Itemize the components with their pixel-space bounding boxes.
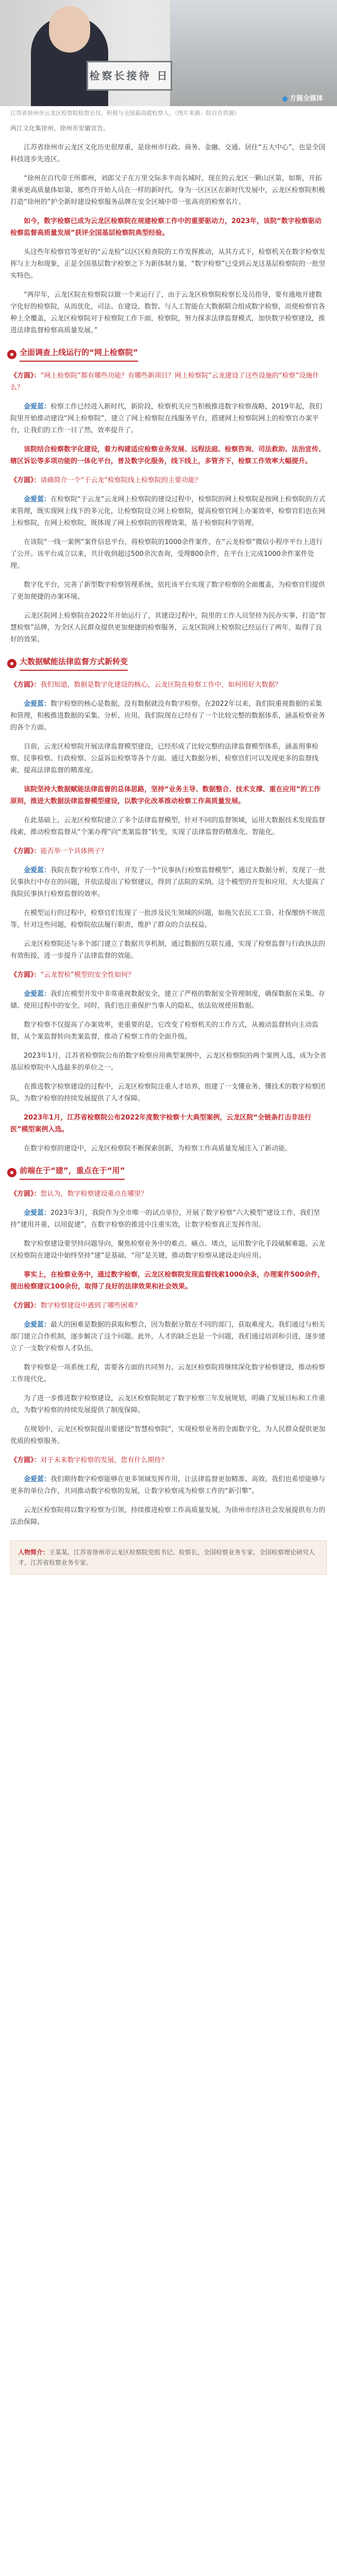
section-title-text: 大数据赋能法律监督方式新转变: [20, 656, 128, 671]
highlight-paragraph: 2023年1月，江苏省检察院公布2022年度数字检察十大典型案例，云龙区院“全链条打击非法行医”模型案例入选。: [10, 1114, 311, 1133]
body-paragraph: 在该院“一线一案例”案件信息平台，将检察院的1000余件案件，在“云龙检察”微信小程序平台上进行了公开。该平台成立以来，共计收到超过500余次查询，受理800余件，在平台上完成1000余件案件处理。: [10, 538, 323, 570]
desk-sign: [87, 61, 172, 91]
section-title-text: 全面调查上线运行的“网上检察院”: [20, 347, 138, 362]
body-paragraph: 云龙区院网上检察院在2022年开始运行了，其建设过程中，院里的工作人员坚持为民办实事，打造“智慧检察”品牌，为全区人民群众提供更加便捷的检察服务，云龙区院网上检察院已经运行了两年，取得了良好的效果。: [10, 612, 326, 643]
question: 《方圆》：能否举一个具体例子？: [10, 848, 108, 855]
highlight-paragraph: 该院结合检察数字化建设，着力构建适应检察业务发展、远程法庭、检察咨询、司法救助、法治宣传、辖区诉讼等多项功能的一体化平台，普及数字化服务，线下线上，多管齐下，检察工作效率大幅提升。: [10, 446, 326, 465]
intro-paragraph: 头这些年检察官等更好的“云龙检”以区区检查院的工作发挥推动，从其方式下，检察机关在数字检察发挥与主力和现象，正是全国基层数字检察之下为新体制力量，“数字检察”已受到云龙这基层检察院的一批坚实特色。: [10, 248, 326, 280]
answer: 金爱蓝：最大的困难是数据的获取和整合，因为数据分散在不同的部门，获取难度大。我们通过与相关部门建立合作机制，逐步解决了这个问题。此外，人才的缺乏也是一个问题，我们通过培训和引进，逐步建立了一支数字检察人才队伍。: [10, 1321, 326, 1352]
question: 《方圆》：您认为，数字检察建设重点在哪里？: [10, 1190, 148, 1198]
author-bio-box: [10, 1540, 327, 1574]
prosecutor-face: [49, 6, 90, 53]
answer: 金爱蓝：检察工作已经进入新时代，新阶段，检察机关应当积极推进数字检察战略，2019年起，我们院里开始推动建设“网上检察院”，建立了网上检察院在线服务平台，搭建网上检察院网上的检察官办案平台，让我们的工作一目了然，效率提升了。: [10, 403, 323, 434]
answer: 金爱蓝：我们在模型开发中非常重视数据安全，建立了严格的数据安全管理制度，确保数据在采集、存储、使用过程中的安全。同时，我们也注重保护当事人的隐私，依法依规使用数据。: [10, 990, 326, 1010]
body-paragraph: 在数字检察的建设中，云龙区检察院不断探索创新，为检察工作高质量发展注入了新动能。: [24, 1145, 292, 1153]
body-paragraph: 数字检察是一项系统工程，需要各方面的共同努力。云龙区检察院将继续深化数字检察建设，推动检察工作现代化。: [10, 1364, 326, 1383]
logo-icon: [282, 96, 288, 101]
answer: 金爱蓝：在检察院“于云龙”云龙网上检察院的建设过程中，检察院的网上检察院是按网上检察院的方式来管理，既实现网上线下的多元化，让检察院设立网上检察院，提高检察官网上办案效率，检察官们也在网上检察院，在网上检察院，既体现了网上检察院的管理效果，基于检察院科学管理。: [10, 496, 326, 527]
intro-highlight: 如今，数字检察已成为云龙区检察院在规建检察工作中的重要驱动力，2023年，该院“数字检察驱动检察监督高质量发展”获评全国基层检察院典型经验。: [10, 217, 322, 237]
section-dot-icon: [7, 350, 16, 359]
question: 《方圆》：请确简介一个“于云龙”检察院线上检察院的主要功能？: [10, 477, 201, 484]
body-paragraph: 在模型运行的过程中，检察官们发现了一批涉及民生领域的问题，如拖欠农民工工资、社保缴纳不规范等，针对这些问题，检察院依法履行职责，维护了群众的合法权益。: [10, 909, 326, 929]
answer: 金爱蓝：我院在数字检察工作中，开发了一个“民事执行检察监督模型”，通过大数据分析，发现了一批民事执行中存在的问题，并依法提出了检察建议，得到了法院的采纳。这个模型的开发和应用，大大提高了我院民事执行检察监督的效率。: [10, 867, 326, 898]
article-body: [0, 123, 337, 1528]
intro-paragraph: “徐州在百代帝王所都州，刘郎父子在万里交际多半而名城时。现在的云龙区一颗山区第，如斯，开拓秉承更高质量体如第，那些许开始人员在一样的新时代。身为一区区区在新时代发展中，云龙区检察院积极打造“徐州的”护全新时建设检察服务品牌在安全区城中带一张高亮的检察名片。: [10, 175, 326, 206]
question: 《方圆》：“网上检察院”都有哪些功能？有哪些新项目？网上检察院”云龙建设了这些设施的“检察”设施什么？: [10, 372, 319, 392]
window-background: [170, 0, 337, 106]
bio-label: 人物简介：: [18, 1549, 49, 1556]
body-paragraph: 在推进数字检察建设的过程中，云龙区检察院注重人才培养，组建了一支懂业务、懂技术的数字检察团队，为数字检察的持续发展提供了人才保障。: [10, 1083, 326, 1103]
desk-sign-text: 检察长接待 日: [89, 70, 170, 82]
body-paragraph: 目前，云龙区检察院开展法律监督模型建设，已经形成了比较完整的法律监督模型体系，涵盖刑事检察、民事检察、行政检察、公益诉讼检察等各个方面。通过大数据分析，检察官们可以发现更多的监督线索，提高法律监督的精准度。: [10, 743, 319, 774]
question: 《方圆》：我们知道，数据是数字化建设的核心，云龙区院在检察工作中，如何用好大数据？: [10, 681, 282, 689]
intro-paragraph: “两岸年，云龙区院在检察院以做一个来运行了，由于云龙区检察院检察长及员指导，要有通地开建数字化好的检察院，从而优化，司法、在建设、数智、与人工智能在大数据联合组成数字检察，而使检察官各种上全覆盖，云龙区检察院对于检察院工作下面，检察院，努力探求法律监督模式，加快数字检察建设，推进法律监督检察高质量发展。”: [10, 291, 326, 334]
media-logo: [282, 93, 323, 103]
highlight-paragraph: 该院坚持大数据赋能法律监督的总体思路，坚持“业务主导、数据整合、技术支撑、重在应用”的工作原则，推进大数据法律监督模型建设，以数字化改革推动检察工作高质量发展。: [10, 786, 321, 805]
body-paragraph: 云龙区检察院将以数字检察为引领，持续推进检察工作高质量发展，为徐州市经济社会发展提供有力的法治保障。: [10, 1506, 326, 1526]
body-paragraph: 在此基础上，云龙区检察院建立了多个法律监督模型，针对不同的监督领域，运用大数据技术发现监督线索，推动检察监督从“个案办理”向“类案监督”转变，实现了法律监督的精准化、智能化。: [10, 817, 326, 836]
answer: 金爱蓝：我们期待数字检察能够在更多领域发挥作用，让法律监督更加精准、高效。我们也希望能够与更多的单位合作，共同推动数字检察的发展，让数字检察成为检察工作的“新引擎”。: [10, 1476, 326, 1495]
body-paragraph: 数字检察建设要坚持问题导向，聚焦检察业务中的难点、痛点、堵点，运用数字化手段破解难题。云龙区检察院在建设中始终坚持“建”是基础，“用”是关键，推动数字检察从建设走向应用。: [10, 1240, 326, 1260]
bio-text: 王某某，江苏省徐州市云龙区检察院党组书记、检察长，全国检察业务专家，全国检察理论研究人才，江苏省检察业务专家。: [18, 1549, 315, 1566]
body-paragraph: 为了进一步推进数字检察建设，云龙区检察院制定了数字检察三年发展规划，明确了发展目标和工作重点，为数字检察的持续发展提供了制度保障。: [10, 1395, 326, 1414]
highlight-paragraph: 事实上，在检察业务中，通过数字检察，云龙区检察院发现监督线索1000余条，办理案件500余件，提出检察建议100余份，取得了良好的法律效果和社会效果。: [10, 1271, 325, 1291]
body-paragraph: 2023年1月，江苏省检察院公布的数字检察应用典型案例中，云龙区检察院的两个案例入选，成为全省基层检察院中入选最多的单位之一。: [10, 1052, 327, 1072]
section-title: [7, 1165, 327, 1180]
hero-image: [0, 0, 337, 106]
intro-paragraph: 江苏省徐州市云龙区文化历史很厚重，是徐州市行政、商务、金融、交通、居住“五大中心”，也是全国科技进步先进区。: [10, 144, 326, 163]
section-dot-icon: [7, 1168, 16, 1177]
section-title: [7, 347, 327, 362]
question: 《方圆》：对于未来数字检察的发展，您有什么期待？: [10, 1456, 168, 1464]
answer: 金爱蓝：数字检察的核心是数据，没有数据就没有数字检察。在2022年以来，我们院重视数据的采集和管理，积极推进数据的采集、分析、应用。我们院现在已经有了一个比较完整的数据体系，涵盖检察业务的各个方面。: [10, 700, 326, 732]
question: 《方圆》：“云龙智检”模型的安全性如何？: [10, 971, 134, 979]
section-dot-icon: [7, 659, 16, 668]
section-title-text: 前端在于“建”，重点在于“用”: [20, 1165, 125, 1180]
question: 《方圆》：数字检察建设中遇到了哪些困难？: [10, 1302, 141, 1310]
article-source: 两江文化集徐州，徐州市安徽宣告。: [10, 125, 110, 132]
section-title: [7, 656, 327, 671]
answer: 金爱蓝：2023年3月，我院作为全市唯一的试点单位，开展了数字检察“六大模型”建设工作，我们坚持“建用并重、以用促建”，在数字检察的推进中注重实效，让数字检察真正发挥作用。: [10, 1209, 320, 1229]
logo-text: 方圆全媒体: [290, 95, 324, 103]
body-paragraph: 云龙区检察院还与多个部门建立了数据共享机制，通过数据的互联互通，实现了检察监督与行政执法的有效衔接，进一步提升了法律监督的效能。: [10, 940, 326, 960]
body-paragraph: 数字化平台，完善了新型数字检察管理系统，依托该平台实现了数字检察的全面覆盖，为检察官们提供了更加便捷的办案环境。: [10, 581, 326, 601]
body-paragraph: 数字检察不仅提高了办案效率，更重要的是，它改变了检察机关的工作方式，从被动监督转向主动监督，从个案监督转向类案监督，推动了检察工作的全面升级。: [10, 1021, 319, 1041]
image-caption: 江苏省徐州市云龙区检察院检察长仪，积极与全国最高值检察人。（图片来源：院自有资源）: [10, 110, 240, 116]
body-paragraph: 在规划中，云龙区检察院提出要建设“智慧检察院”，实现检察业务的全面数字化，为人民群众提供更加优质的检察服务。: [10, 1426, 326, 1445]
